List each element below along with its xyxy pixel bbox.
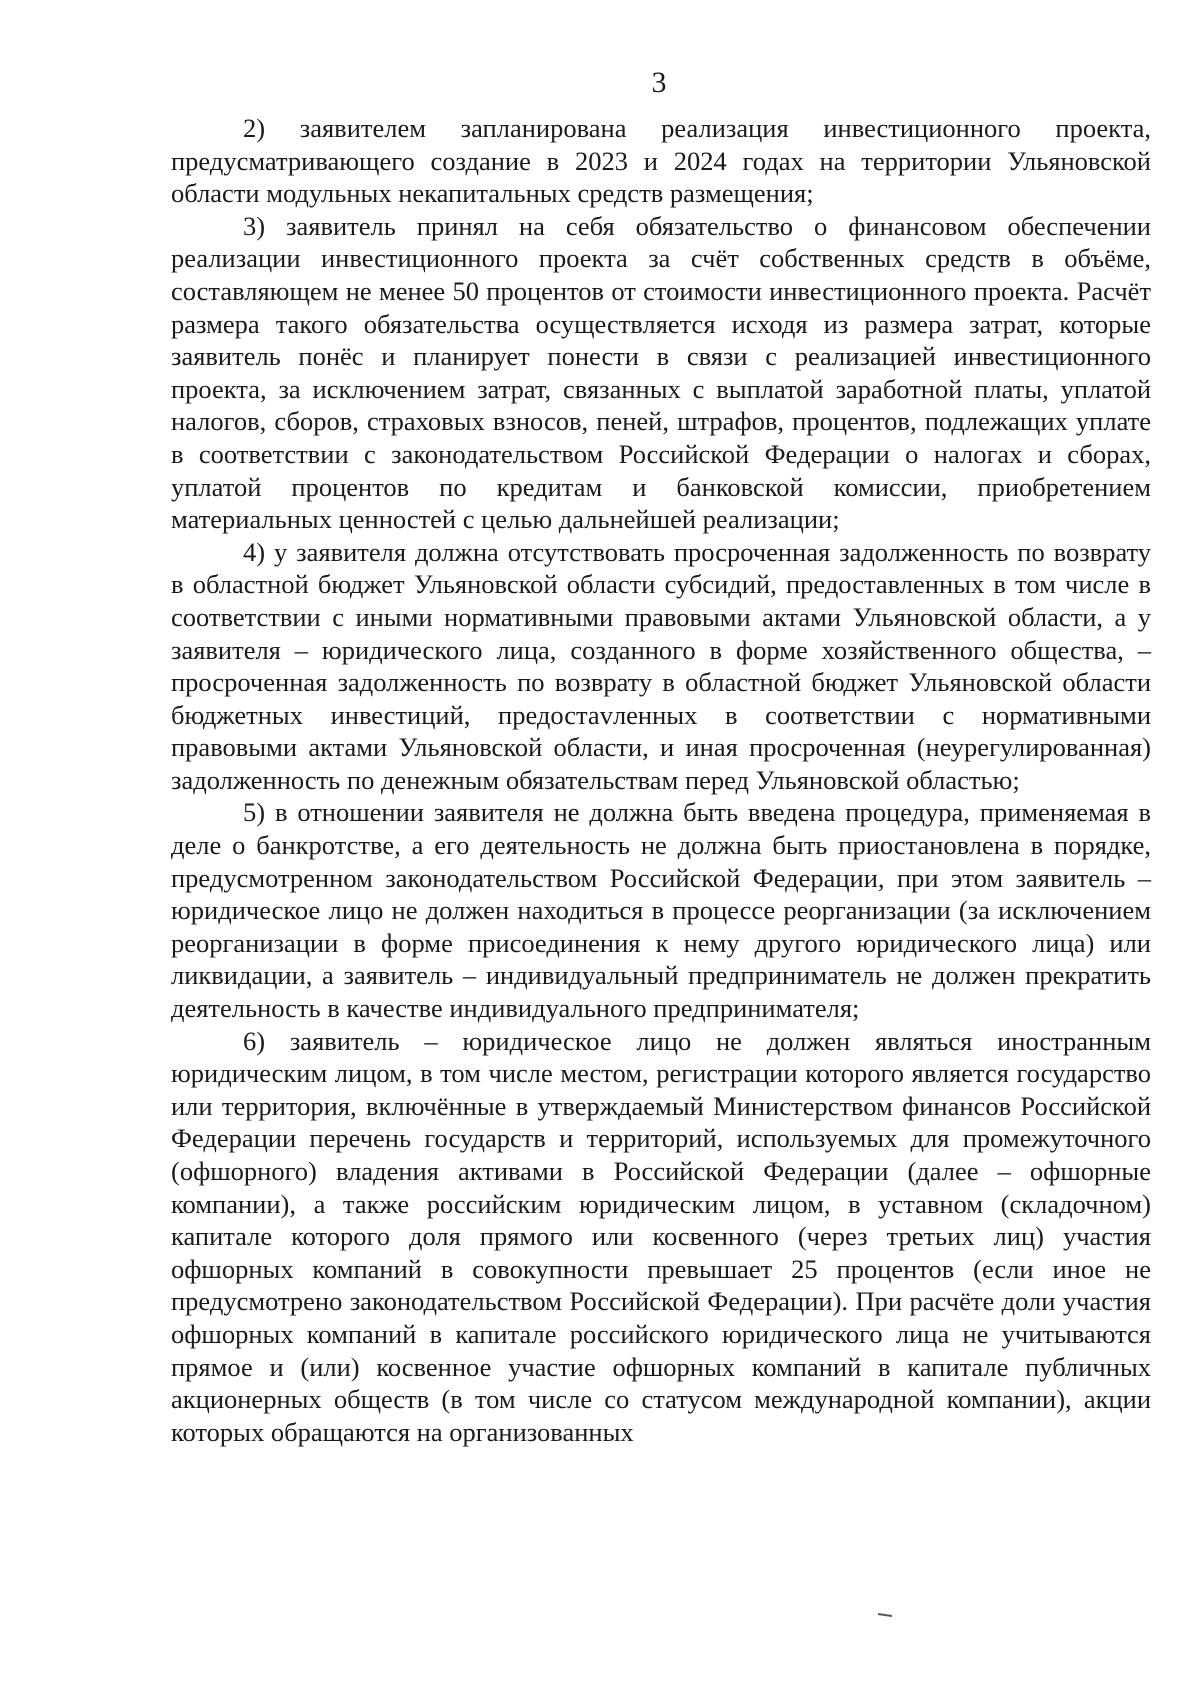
page-number: 3 — [651, 66, 667, 99]
scan-artifact — [878, 1613, 892, 1617]
paragraph-item-5: 5) в отношении заявителя не должна быть введена процедура, применяемая в деле о банкротстве, а его деятельность не должна быть приостановлена в порядке, предусмотренном законодательством Российской Федерации, при этом заявитель – юридическое лицо не должен находиться в процессе реорганизации (за исключением реорганизации в форме присоединения к нему другого юридического лица) или ликвидации, а заявитель – индивидуальный предприниматель не должен прекратить деятельность в качестве индивидуального предпринимателя; — [171, 797, 1151, 1024]
paragraph-item-6: 6) заявитель – юридическое лицо не должен являться иностранным юридическим лицом, в том числе местом, регистрации которого является государство или территория, включённые в утверждаемый Министерством финансов Российской Федерации перечень государств и территорий, используемых для промежуточного (офшорного) владения активами в Российской Федерации (далее – офшорные компании), а также российским юридическим лицом, в уставном (складочном) капитале которого доля прямого или косвенного (через третьих лиц) участия офшорных компаний в совокупности превышает 25 процентов (если иное не предусмотрено законодательством Российской Федерации). При расчёте доли участия офшорных компаний в капитале российского юридического лица не учитываются прямое и (или) косвенное участие офшорных компаний в капитале публичных акционерных обществ (в том числе со статусом международной компании), акции которых обращаются на организованных — [171, 1025, 1151, 1447]
paragraph-item-2: 2) заявителем запланирована реализация инвестиционного проекта, предусматривающего создание в 2023 и 2024 годах на территории Ульяновской области модульных некапитальных средств размещения; — [171, 113, 1151, 209]
paragraph-item-4: 4) у заявителя должна отсутствовать просроченная задолженность по возврату в областной бюджет Ульяновской области субсидий, предоставленных в том числе в соответствии с иными нормативными правовыми актами Ульяновской области, а у заявителя – юридического лица, созданного в форме хозяйственного общества, – просроченная задолженность по возврату в областной бюджет Ульяновской области бюджетных инвестиций, предостаvленных в соответствии с нормативными правовыми актами Ульяновской области, и иная просроченная (неурегулированная) задолженность по денежным обязательствам перед Ульяновской областью; — [171, 536, 1151, 795]
document-body — [171, 112, 1151, 1448]
paragraph-item-3: 3) заявитель принял на себя обязательство о финансовом обеспечении реализации инвестиционного проекта за счёт собственных средств в объёме, составляющем не менее 50 процентов от стоимости инвестиционного проекта. Расчёт размера такого обязательства осуществляется исходя из размера затрат, которые заявитель понёс и планирует понести в связи с реализацией инвестиционного проекта, за исключением затрат, связанных с выплатой заработной платы, уплатой налогов, сборов, страховых взносов, пеней, штрафов, процентов, подлежащих уплате в соответствии с законодательством Российской Федерации о налогах и сборах, уплатой процентов по кредитам и банковской комиссии, приобретением материальных ценностей с целью дальнейшей реализации; — [171, 210, 1151, 535]
